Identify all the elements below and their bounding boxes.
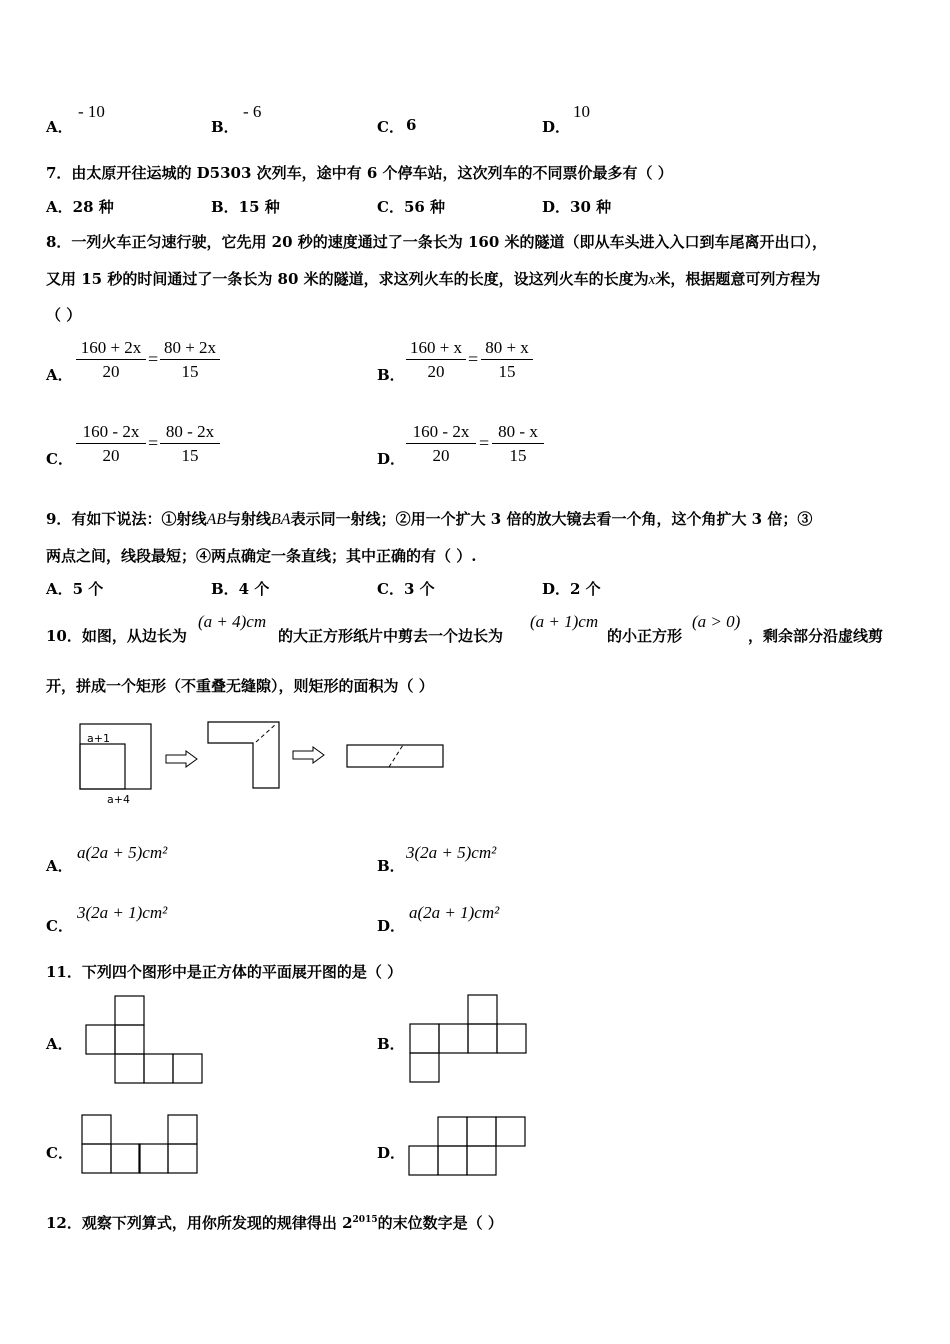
q11-option-c-net xyxy=(81,1114,201,1176)
q8-option-c-right-denominator: 15 xyxy=(181,446,199,465)
q8-option-d-right-numerator: 80 - x xyxy=(492,421,544,444)
q8-stem-line2-b: 米，根据题意可列方程为 xyxy=(655,270,821,288)
q8-stem-line3: （ ） xyxy=(46,306,82,324)
q10-option-d-letter: D． xyxy=(377,917,406,935)
q8-option-d-left-numerator: 160 - 2x xyxy=(406,421,476,444)
q9-stem-b: 与射线 xyxy=(226,510,272,528)
q9-stem-line2: 两点之间，线段最短；④两点确定一条直线；其中正确的有（ ）. xyxy=(46,547,477,565)
q8-option-b-left-numerator: 160 + x xyxy=(406,337,466,360)
q8-option-a-left-fraction xyxy=(76,337,146,384)
q11-stem: 11．下列四个图形中是正方体的平面展开图的是（ ） xyxy=(46,963,403,981)
q10-option-c-letter: C． xyxy=(46,917,73,935)
q8-option-c-right-numerator: 80 - 2x xyxy=(160,421,220,444)
q9-stem-c: 表示同一射线；②用一个扩大 3 倍的放大镜去看一个角，这个角扩大 3 倍；③ xyxy=(290,510,813,528)
q10-option-a-letter: A． xyxy=(46,857,73,875)
q6-option-d-value: 10 xyxy=(573,102,590,121)
q10-option-b-expr: 3(2a + 5)cm² xyxy=(406,843,497,862)
q8-option-b-right-fraction xyxy=(481,337,533,384)
q7-stem: 7．由太原开往运城的 D5303 次列车，途中有 6 个停车站，这次列车的不同票价最多有（ ） xyxy=(46,164,673,182)
q9-option-a: A．5 个 xyxy=(46,580,104,598)
q8-option-b-equals: = xyxy=(468,349,479,369)
q8-option-a-left-denominator: 20 xyxy=(102,362,120,381)
q8-stem-line2-a: 又用 15 秒的时间通过了一条长为 80 米的隧道，求这列火车的长度，设这列火车的长度为 xyxy=(46,270,649,288)
q10-option-c-expr: 3(2a + 1)cm² xyxy=(77,903,168,922)
q11-option-a-net xyxy=(86,995,204,1085)
q8-option-b-left-fraction xyxy=(406,337,466,384)
q8-option-c-left-fraction xyxy=(76,421,146,468)
q8-option-d-left-denominator: 20 xyxy=(432,446,450,465)
q10-option-a-expr: a(2a + 5)cm² xyxy=(77,843,168,862)
q8-option-a-left-numerator: 160 + 2x xyxy=(76,337,146,360)
q7-option-d: D．30 种 xyxy=(542,198,612,216)
q11-option-b-net xyxy=(409,994,529,1084)
q8-option-b-right-denominator: 15 xyxy=(498,362,516,381)
q9-ray-ba: BA xyxy=(271,511,291,528)
right-arrow-icon xyxy=(166,751,197,767)
q6-option-b-value: - 6 xyxy=(243,102,262,121)
q8-option-d-letter: D． xyxy=(377,450,406,468)
q11-option-b-letter: B． xyxy=(377,1035,405,1053)
q8-option-a-equals: = xyxy=(148,349,159,369)
q8-option-c-equals: = xyxy=(148,433,159,453)
q8-option-c-left-denominator: 20 xyxy=(102,446,120,465)
q8-option-b-letter: B． xyxy=(377,366,405,384)
q6-option-d-letter: D． xyxy=(542,118,571,136)
q10-stem-line1-b: 的大正方形纸片中剪去一个边长为 xyxy=(278,627,504,645)
q8-option-c-right-fraction xyxy=(160,421,220,468)
q6-option-a-letter: A． xyxy=(46,118,73,136)
right-arrow-icon xyxy=(293,747,324,763)
q8-option-a-right-numerator: 80 + 2x xyxy=(160,337,220,360)
q9-option-d: D．2 个 xyxy=(542,580,601,598)
q8-option-c-left-numerator: 160 - 2x xyxy=(76,421,146,444)
q8-option-d-equals: = xyxy=(479,433,490,453)
q8-variable: x xyxy=(648,272,656,288)
q10-stem-line2: 开，拼成一个矩形（不重叠无缝隙），则矩形的面积为（ ） xyxy=(46,677,434,695)
q6-option-b-letter: B． xyxy=(211,118,239,136)
q8-option-c-letter: C． xyxy=(46,450,73,468)
q10-option-b-letter: B． xyxy=(377,857,405,875)
q9-ray-ab: AB xyxy=(206,511,226,528)
q8-option-b-left-denominator: 20 xyxy=(427,362,445,381)
q9-stem-line1 xyxy=(46,508,812,529)
q12-stem-a: 12．观察下列算式，用你所发现的规律得出 2 xyxy=(46,1214,353,1232)
q8-option-a-right-fraction xyxy=(160,337,220,384)
q6-option-c-value: 6 xyxy=(406,116,417,134)
q10-fig-label-bottom: a+4 xyxy=(107,793,130,806)
q10-option-d-expr: a(2a + 1)cm² xyxy=(409,903,500,922)
q10-small-side: (a + 1)cm xyxy=(530,612,599,631)
q10-stem-line1-d: ，剩余部分沿虚线剪 xyxy=(748,627,884,645)
q11-option-d-letter: D． xyxy=(377,1144,406,1162)
q8-option-a-letter: A． xyxy=(46,366,73,384)
q9-stem-a: 9．有如下说法：①射线 xyxy=(46,510,207,528)
q11-option-d-net xyxy=(408,1116,528,1178)
q8-stem-line2 xyxy=(46,268,820,289)
q8-option-d-right-fraction xyxy=(492,421,544,468)
q12-stem xyxy=(46,1212,503,1233)
q8-option-d-right-denominator: 15 xyxy=(509,446,527,465)
q6-option-c-letter: C． xyxy=(377,118,404,136)
q7-option-a: A．28 种 xyxy=(46,198,114,216)
q8-option-d-left-fraction xyxy=(406,421,476,468)
q10-figure xyxy=(76,718,456,810)
q10-condition: (a > 0) xyxy=(692,612,741,631)
q11-option-a-letter: A． xyxy=(46,1035,73,1053)
q10-big-side: (a + 4)cm xyxy=(198,612,267,631)
q12-stem-b: 的末位数字是（ ） xyxy=(377,1214,503,1232)
q9-option-c: C．3 个 xyxy=(377,580,435,598)
q7-option-b: B．15 种 xyxy=(211,198,280,216)
q7-option-c: C．56 种 xyxy=(377,198,446,216)
q10-fig-label-top: a+1 xyxy=(87,732,110,745)
q9-option-b: B．4 个 xyxy=(211,580,270,598)
q10-stem-line1-c: 的小正方形 xyxy=(607,627,683,645)
q11-option-c-letter: C． xyxy=(46,1144,73,1162)
q8-option-a-right-denominator: 15 xyxy=(181,362,199,381)
q12-exponent: 2015 xyxy=(352,1215,378,1225)
q10-stem-line1-a: 10．如图，从边长为 xyxy=(46,627,187,645)
q6-option-a-value: - 10 xyxy=(78,102,105,121)
q8-stem-line1: 8．一列火车正匀速行驶，它先用 20 秒的速度通过了一条长为 160 米的隧道（即从车头进入入口到车尾离开出口）， xyxy=(46,233,828,251)
q8-option-b-right-numerator: 80 + x xyxy=(481,337,533,360)
